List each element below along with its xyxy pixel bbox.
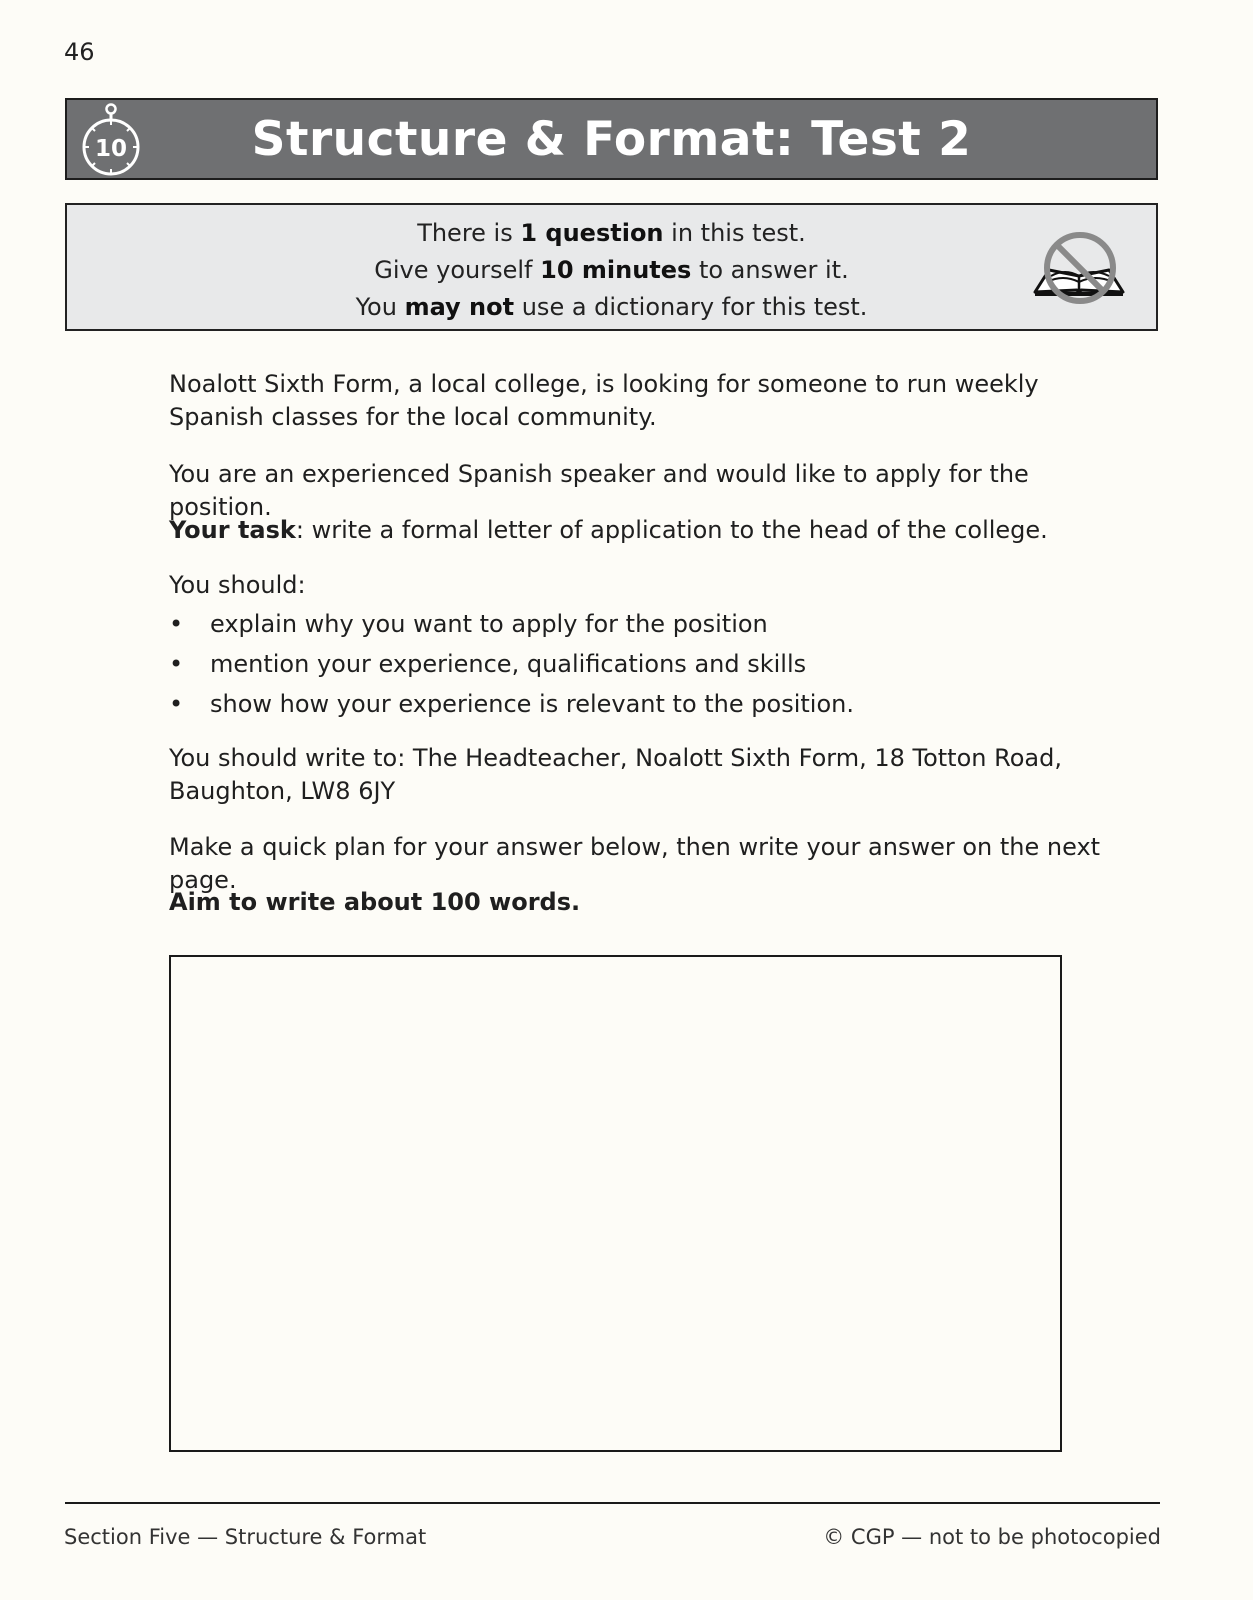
bullet-icon: • — [169, 610, 184, 638]
title-banner — [65, 98, 1158, 180]
instruction-line-3 — [67, 289, 1156, 326]
intro-paragraph: Noalott Sixth Form, a local college, is looking for someone to run weekly Spanish classes for the local community. — [169, 370, 1039, 431]
word-count-instruction: Aim to write about 100 words. — [169, 888, 581, 916]
instruction-text: Give yourself — [374, 256, 541, 284]
address-paragraph: You should write to: The Headteacher, Noalott Sixth Form, 18 Totton Road, Baughton, LW8 6JY — [169, 744, 1062, 805]
list-item — [169, 608, 854, 648]
bullet-icon: • — [169, 690, 184, 718]
footer-divider — [65, 1502, 1160, 1504]
list-item-text: show how your experience is relevant to the position. — [210, 690, 854, 718]
instruction-text: use a dictionary for this test. — [514, 293, 868, 321]
instruction-text: You — [355, 293, 405, 321]
list-item — [169, 688, 854, 728]
footer-section: Section Five — Structure & Format — [64, 1525, 427, 1549]
task-label: Your task — [169, 516, 296, 544]
bullet-icon: • — [169, 650, 184, 678]
instruction-emphasis: 10 minutes — [540, 256, 692, 284]
timer-label: 10 — [94, 136, 128, 162]
task-text: : write a formal letter of application to the head of the college. — [295, 516, 1048, 544]
no-dictionary-icon — [1029, 230, 1131, 310]
list-item-text: explain why you want to apply for the position — [210, 610, 768, 638]
footer-copyright: © CGP — not to be photocopied — [823, 1525, 1161, 1549]
instruction-emphasis: 1 question — [520, 219, 664, 247]
task-paragraph — [169, 514, 1048, 547]
instruction-emphasis: may not — [404, 293, 515, 321]
experience-paragraph: You are an experienced Spanish speaker and would like to apply for the position. — [169, 460, 1029, 521]
instruction-text: to answer it. — [691, 256, 849, 284]
instruction-text: There is — [417, 219, 521, 247]
list-item-text: mention your experience, qualifications and skills — [210, 650, 807, 678]
should-label: You should: — [169, 571, 306, 599]
instructions-box — [65, 203, 1158, 331]
list-item — [169, 648, 854, 688]
instruction-text: in this test. — [663, 219, 806, 247]
plan-instruction: Make a quick plan for your answer below, then write your answer on the next page. — [169, 833, 1101, 894]
plan-answer-box[interactable] — [169, 955, 1062, 1452]
page-number: 46 — [64, 38, 95, 66]
instructions-text — [67, 215, 1156, 326]
instruction-line-1 — [67, 215, 1156, 252]
page-title: Structure & Format: Test 2 — [251, 112, 972, 167]
instruction-line-2 — [67, 252, 1156, 289]
requirements-list — [169, 608, 854, 728]
